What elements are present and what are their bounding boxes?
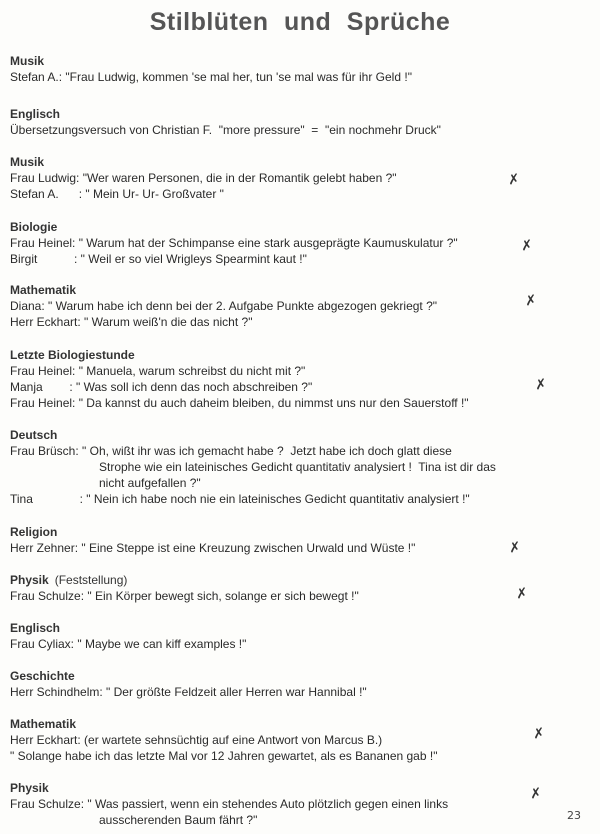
speaker-name: Frau Cyliax: [10,637,75,651]
quote-text: " Maybe we can kiff examples !" [74,637,247,651]
quote-section [10,107,550,138]
speaker-name: Herr Schindhelm: [10,685,103,699]
quote-line [10,395,550,411]
subject-label: Geschichte [10,669,75,683]
handwritten-x-mark-icon: ✗ [514,585,529,603]
quote-line [10,235,550,251]
subject-label: Physik [10,573,49,587]
section-heading [10,669,550,684]
quote-text: (er wartete sehnsüchtig auf eine Antwort von Marcus B.) [80,733,383,747]
quote-section [10,54,550,85]
quote-line [10,684,550,700]
speaker-name: Herr Eckhart: [10,315,81,329]
quote-text: nicht aufgefallen ?" [99,476,201,490]
speaker-name: Tina [10,492,33,506]
quote-section [10,428,550,507]
section-heading [10,717,550,732]
speaker-name: Stefan A. [10,187,59,201]
speaker-name: Herr Eckhart: [10,733,81,747]
quote-line [10,732,550,748]
quote-text: : " Nein ich habe noch nie ein lateinisches Gedicht quantitativ analysiert !" [32,492,470,506]
speaker-name: Frau Schulze: [10,589,85,603]
handwritten-x-mark-icon: ✗ [531,725,546,743]
quote-text: " Eine Steppe ist eine Kreuzung zwischen Urwald und Wüste !" [78,541,416,555]
handwritten-x-mark-icon: ✗ [528,785,543,803]
speaker-name: Frau Heinel: [10,364,76,378]
subject-note: (Feststellung) [54,573,128,587]
handwritten-x-mark-icon: ✗ [523,292,538,310]
handwritten-x-mark-icon: ✗ [533,376,548,394]
speaker-name: Frau Schulze: [10,797,85,811]
handwritten-x-mark-icon: ✗ [507,539,522,557]
quote-section [10,155,550,202]
page-number: 23 [567,809,581,822]
quote-line [10,186,550,202]
speaker-name: Frau Ludwig: [10,171,80,185]
quote-text: " Da kannst du auch daheim bleiben, du nimmst uns nur den Sauerstoff !" [75,396,469,410]
quote-line [10,363,550,379]
subject-label: Mathematik [10,717,77,731]
quote-text: Strophe wie ein lateinisches Gedicht quantitativ analysiert ! Tina ist dir das [99,460,496,474]
section-heading [10,428,550,443]
quote-text: : " Mein Ur- Ur- Großvater " [58,187,224,201]
quote-text: ausscherenden Baum fährt ?" [99,813,258,827]
subject-label: Mathematik [10,283,77,297]
quote-line [10,636,550,652]
subject-label: Religion [10,525,58,539]
subject-label: Letzte Biologiestunde [10,348,135,362]
quote-section [10,717,550,764]
handwritten-x-mark-icon: ✗ [506,171,521,189]
speaker-name: Frau Heinel: [10,396,76,410]
section-heading [10,107,550,122]
subject-label: Deutsch [10,428,58,442]
quote-text: "Frau Ludwig, kommen 'se mal her, tun 'se mal was für ihr Geld !" [62,70,412,84]
speaker-name: Herr Zehner: [10,541,79,555]
quote-line [10,748,550,764]
section-heading [10,155,550,170]
quote-line [10,812,550,828]
quote-text: : " Was soll ich denn das noch abschreiben ?" [42,380,313,394]
speaker-name: Diana: [10,299,45,313]
quote-line [10,588,550,604]
subject-label: Musik [10,54,45,68]
section-heading [10,573,550,588]
section-heading [10,348,550,363]
quote-line [10,475,550,491]
section-heading [10,220,550,235]
quote-line [10,314,550,330]
quote-text: " Manuela, warum schreibst du nicht mit ?" [75,364,306,378]
speaker-name: Stefan A.: [10,70,63,84]
quote-text: "Wer waren Personen, die in der Romantik gelebt haben ?" [79,171,397,185]
quote-line [10,443,550,459]
quote-line [10,298,550,314]
quote-text: " Warum weiß'n die das nicht ?" [80,315,253,329]
quote-section [10,573,550,604]
quote-text: : " Weil er so viel Wrigleys Spearmint kaut !" [37,252,307,266]
speaker-name: Übersetzungsversuch von Christian F. [10,123,213,137]
handwritten-x-mark-icon: ✗ [519,237,534,255]
section-heading [10,283,550,298]
quote-line [10,69,550,85]
subject-label: Musik [10,155,45,169]
speaker-name: Frau Heinel: [10,236,76,250]
section-heading [10,621,550,636]
quote-line [10,459,550,475]
quote-line [10,170,550,189]
speaker-name: Birgit [10,252,38,266]
quote-line [10,540,550,556]
speaker-name: Frau Brüsch: [10,444,79,458]
section-heading [10,525,550,540]
subject-label: Physik [10,781,49,795]
quote-section [10,283,550,330]
subject-label: Biologie [10,220,58,234]
quote-section [10,525,550,556]
quote-text: " Warum hat der Schimpanse eine stark ausgeprägte Kaumuskulatur ?" [75,236,458,250]
quote-section [10,621,550,652]
quote-line [10,379,550,395]
subject-label: Englisch [10,621,61,635]
quote-section [10,781,550,828]
quote-text: " Was passiert, wenn ein stehendes Auto plötzlich gegen einen links [84,797,449,811]
quote-text: "more pressure" = "ein nochmehr Druck" [212,123,441,137]
quote-line [10,491,550,507]
quote-section [10,220,550,267]
quote-line [10,122,550,138]
quote-section [10,669,550,700]
quote-section [10,348,550,411]
quote-text: " Oh, wißt ihr was ich gemacht habe ? Jetzt habe ich doch glatt diese [78,444,452,458]
speaker-name: Manja [10,380,43,394]
quote-text: " Solange habe ich das letzte Mal vor 12 Jahren gewartet, als es Bananen gab !" [10,749,438,763]
section-heading [10,54,550,69]
quote-text: " Ein Körper bewegt sich, solange er sich bewegt !" [84,589,359,603]
quote-text: " Warum habe ich denn bei der 2. Aufgabe Punkte abgezogen gekriegt ?" [44,299,438,313]
quote-line [10,796,550,812]
quote-line [10,251,550,267]
page-title: Stilblüten und Sprüche [149,8,451,36]
section-heading [10,781,550,796]
quote-text: " Der größte Feldzeit aller Herren war Hannibal !" [102,685,367,699]
subject-label: Englisch [10,107,61,121]
